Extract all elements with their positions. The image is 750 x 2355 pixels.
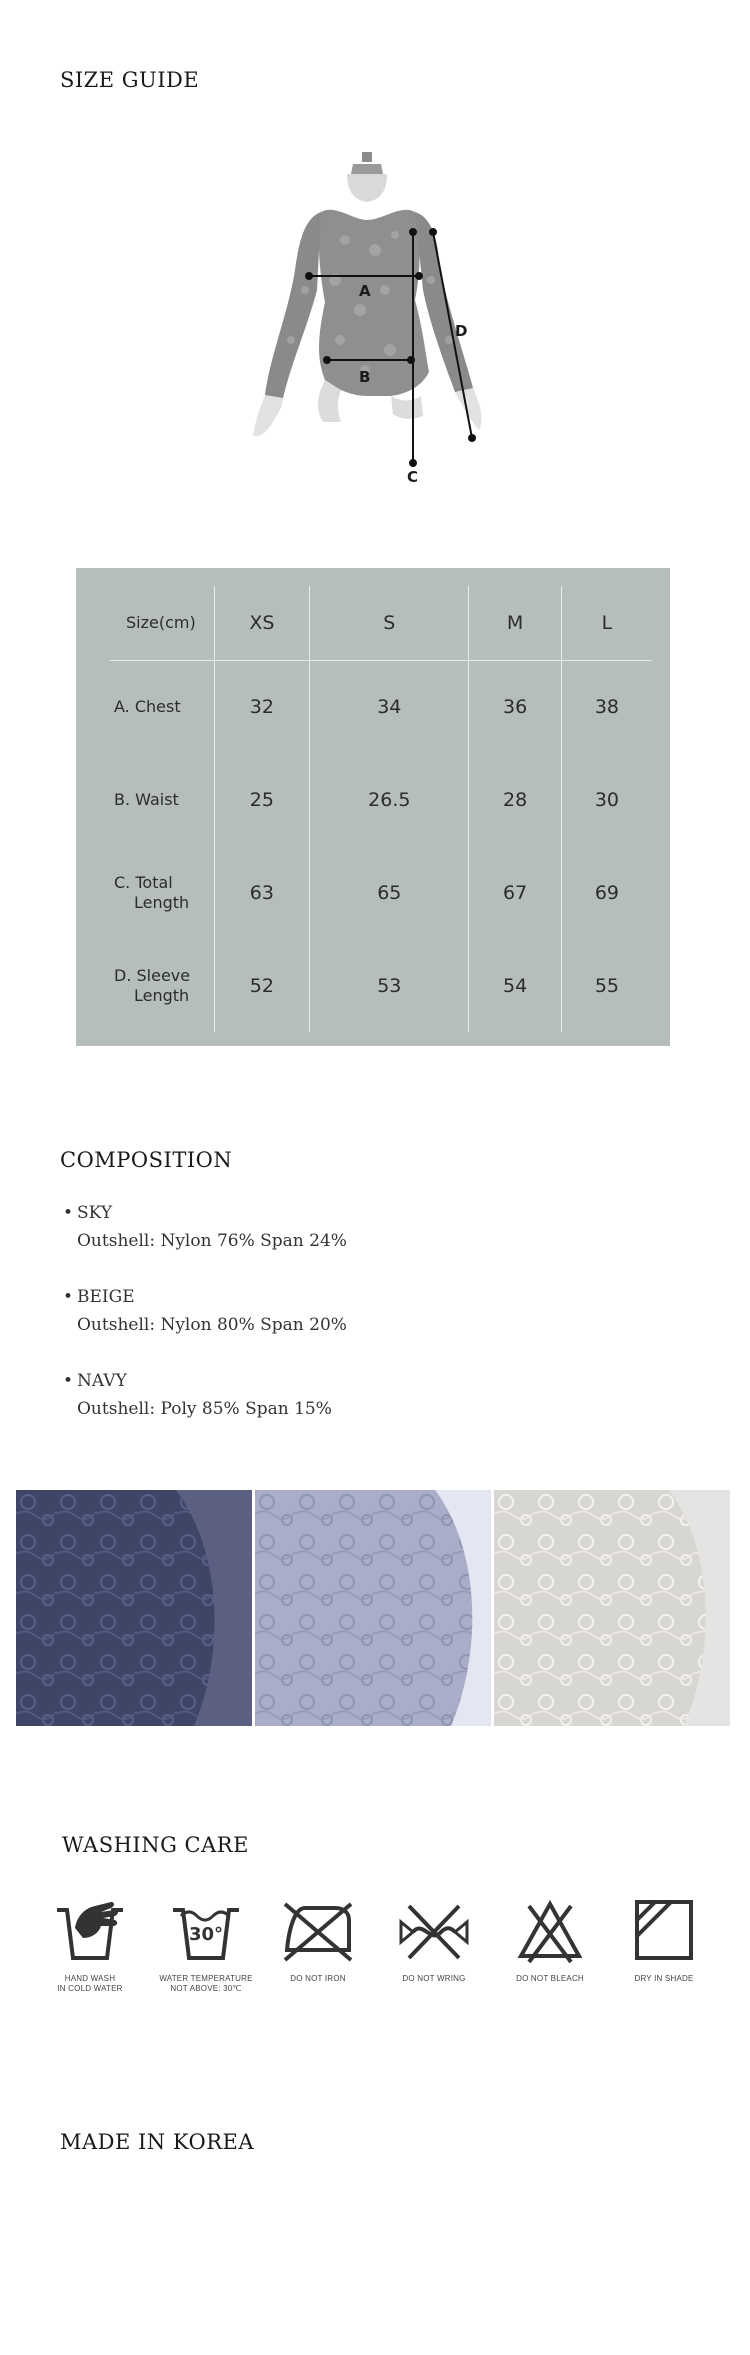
row-label-line1: A. Chest xyxy=(114,696,181,716)
care-label xyxy=(386,1974,482,1984)
care-label xyxy=(42,1974,138,1994)
composition-color-name: NAVY xyxy=(77,1371,127,1391)
table-cell: 34 xyxy=(310,660,469,753)
hand-wash-icon xyxy=(53,1898,127,1964)
list-item xyxy=(63,1368,563,1452)
row-label xyxy=(110,939,214,1032)
care-label-line1: DO NOT BLEACH xyxy=(516,1974,584,1983)
washing-care-icons xyxy=(40,1898,720,2018)
table-cell: 53 xyxy=(310,939,469,1032)
care-label-line2: NOT ABOVE: 30℃ xyxy=(170,1984,242,1993)
diagram-label-c: C xyxy=(407,468,419,486)
care-item-do-not-iron xyxy=(270,1898,366,1984)
table-cell: 67 xyxy=(469,846,562,939)
row-label xyxy=(110,753,214,846)
table-header-size: XS xyxy=(214,586,310,660)
size-chart xyxy=(76,568,670,1046)
care-label-line2: IN COLD WATER xyxy=(57,1984,123,1993)
table-cell: 69 xyxy=(561,846,652,939)
table-cell: 54 xyxy=(469,939,562,1032)
composition-color-name: BEIGE xyxy=(77,1287,135,1307)
mannequin-illustration xyxy=(225,150,525,495)
beige-lace-image xyxy=(494,1490,730,1726)
composition-detail: Outshell: Nylon 80% Span 20% xyxy=(77,1315,347,1335)
table-header-label: Size(cm) xyxy=(110,586,214,660)
care-label-line1: DO NOT WRING xyxy=(402,1974,466,1983)
washing-care-title: WASHING CARE xyxy=(62,1833,249,1857)
table-cell: 63 xyxy=(214,846,310,939)
table-row xyxy=(110,753,652,846)
table-cell: 55 xyxy=(561,939,652,1032)
do-not-bleach-icon xyxy=(513,1898,587,1964)
dry-in-shade-icon xyxy=(627,1898,701,1964)
sky-lace-image xyxy=(255,1490,491,1726)
list-item xyxy=(63,1284,563,1368)
wash-temperature-text: 30° xyxy=(188,1924,224,1945)
table-cell: 32 xyxy=(214,660,310,753)
table-cell: 65 xyxy=(310,846,469,939)
size-table xyxy=(110,586,652,1032)
care-item-dry-in-shade xyxy=(616,1898,712,1984)
composition-detail: Outshell: Poly 85% Span 15% xyxy=(77,1399,332,1419)
table-cell: 30 xyxy=(561,753,652,846)
table-cell: 26.5 xyxy=(310,753,469,846)
origin-title: MADE IN KOREA xyxy=(60,2130,255,2154)
do-not-wring-icon xyxy=(397,1898,471,1964)
row-label-line2: Length xyxy=(134,892,190,912)
table-header-size: M xyxy=(469,586,562,660)
care-label xyxy=(616,1974,712,1984)
diagram-label-a: A xyxy=(359,282,371,300)
row-label xyxy=(110,846,214,939)
table-cell: 36 xyxy=(469,660,562,753)
care-label xyxy=(158,1974,254,1994)
table-row xyxy=(110,846,652,939)
swatch-sky xyxy=(255,1490,491,1726)
row-label-line2: Length xyxy=(134,985,190,1005)
table-row xyxy=(110,939,652,1032)
diagram-label-d: D xyxy=(455,322,468,340)
swatch-navy xyxy=(16,1490,252,1726)
care-label-line1: WATER TEMPERATURE xyxy=(159,1974,253,1983)
mannequin-diagram xyxy=(225,150,525,495)
composition-color-name: SKY xyxy=(77,1203,113,1223)
care-label-line1: DO NOT IRON xyxy=(290,1974,346,1983)
table-cell: 25 xyxy=(214,753,310,846)
table-header-size: S xyxy=(310,586,469,660)
list-item xyxy=(63,1200,563,1284)
table-header-row xyxy=(110,586,652,660)
row-label-line1: B. Waist xyxy=(114,789,179,809)
care-item-hand-wash xyxy=(42,1898,138,1994)
table-row xyxy=(110,660,652,753)
care-label-line1: HAND WASH xyxy=(64,1974,116,1983)
table-cell: 38 xyxy=(561,660,652,753)
care-item-wash-30 xyxy=(158,1898,254,1994)
care-item-do-not-bleach xyxy=(502,1898,598,1984)
bullet: • xyxy=(63,1203,74,1223)
care-label xyxy=(502,1974,598,1984)
care-label-line1: DRY IN SHADE xyxy=(634,1974,694,1983)
navy-lace-image xyxy=(16,1490,252,1726)
diagram-label-b: B xyxy=(359,368,371,386)
row-label xyxy=(110,660,214,753)
table-cell: 52 xyxy=(214,939,310,1032)
size-guide-title: SIZE GUIDE xyxy=(60,68,200,92)
composition-detail: Outshell: Nylon 76% Span 24% xyxy=(77,1231,347,1251)
swatch-beige xyxy=(494,1490,730,1726)
composition-title: COMPOSITION xyxy=(60,1148,233,1172)
care-label xyxy=(270,1974,366,1984)
do-not-iron-icon xyxy=(281,1898,355,1964)
table-header-size: L xyxy=(561,586,652,660)
fabric-swatches xyxy=(16,1490,730,1726)
bullet: • xyxy=(63,1287,74,1307)
row-label-line1: C. Total xyxy=(114,872,173,892)
table-cell: 28 xyxy=(469,753,562,846)
bullet: • xyxy=(63,1371,74,1391)
care-item-do-not-wring xyxy=(386,1898,482,1984)
composition-list xyxy=(63,1200,563,1452)
row-label-line1: D. Sleeve xyxy=(114,965,191,985)
